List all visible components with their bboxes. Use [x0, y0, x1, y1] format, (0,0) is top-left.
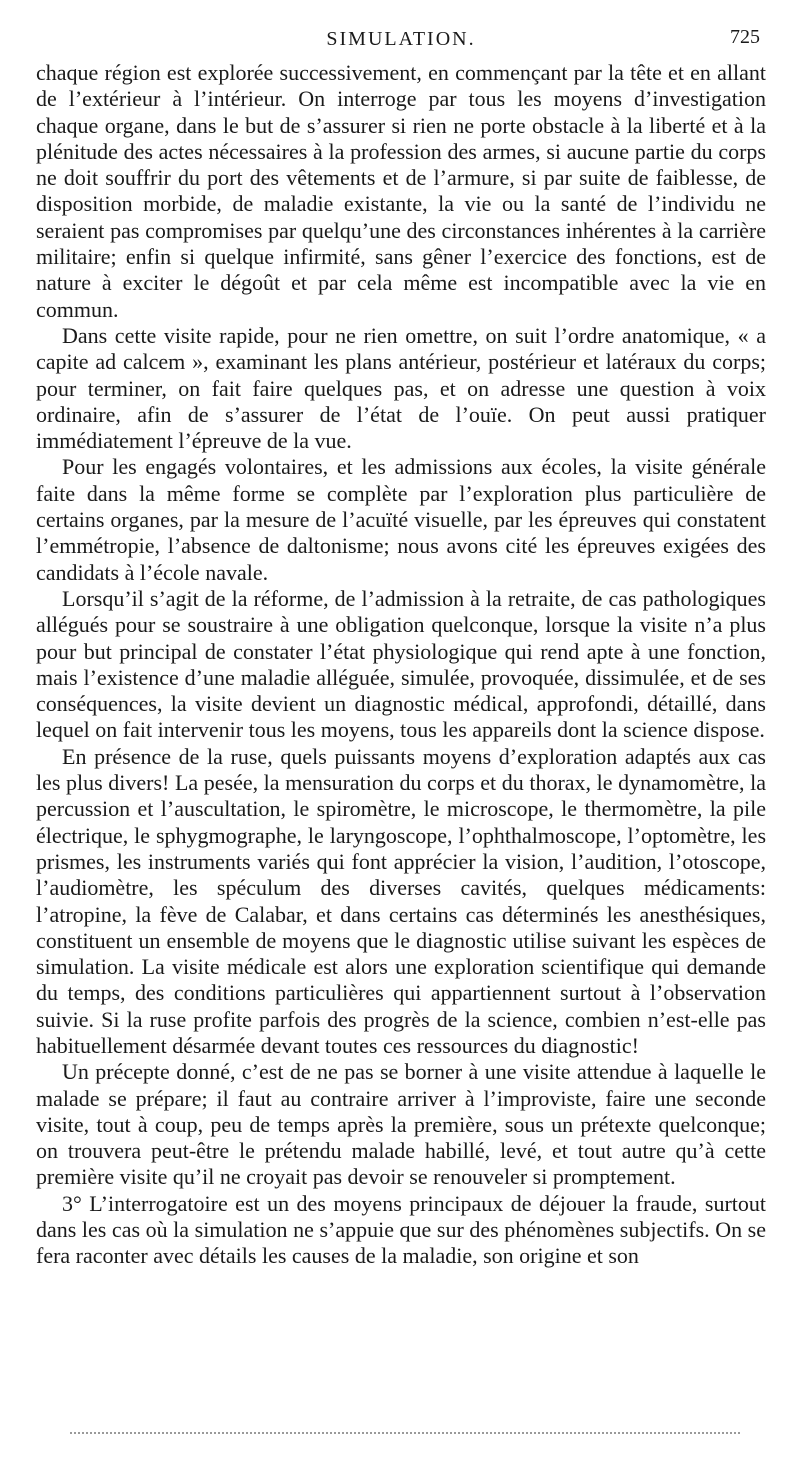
paragraph: Pour les engagés volontaires, et les admissions aux écoles, la visite générale faite dans la même forme se complète par l’exploration plus particulière de certains organes, par la mesure de l’acuïté visuelle, par les épreuves qui constatent l’emmétropie, l’absence de daltonisme; nous avons cité les épreuves exigées des candidats à l’école navale.	[36, 454, 766, 585]
paragraph: Lorsqu’il s’agit de la réforme, de l’admission à la retraite, de cas pathologiques allégués pour se soustraire à une obligation quelconque, lorsque la visite n’a plus pour but principal de constater l’état physiologique qui rend apte à une fonction, mais l’existence d’une maladie alléguée, simulée, provoquée, dissimulée, et de ses conséquences, la visite devient un diagnostic médical, approfondi, détaillé, dans lequel on fait intervenir tous les moyens, tous les appareils dont la science dispose.	[36, 585, 766, 743]
paragraph: Un précepte donné, c’est de ne pas se borner à une visite attendue à laquelle le malade se prépare; il faut au contraire arriver à l’improviste, faire une seconde visite, tout à coup, peu de temps après la première, sous un prétexte quelconque; on trouvera peut-être le prétendu malade habillé, levé, et tout autre qu’à cette première visite qu’il ne croyait pas devoir se renouveler si promptement.	[36, 1059, 766, 1190]
paragraph: En présence de la ruse, quels puissants moyens d’exploration adaptés aux cas les plus divers! La pesée, la mensuration du corps et du thorax, le dynamomètre, la percussion et l’auscultation, le spiromètre, le microscope, le thermomètre, la pile électrique, le sphygmographe, le laryngoscope, l’ophthalmoscope, l’optomètre, les prismes, les instruments variés qui font apprécier la vision, l’audition, l’otoscope, l’audiomètre, les spéculum des diverses cavités, quelques médicaments: l’atropine, la fève de Calabar, et dans certains cas déterminés les anesthésiques, constituent un ensemble de moyens que le diagnostic utilise suivant les espèces de simulation. La visite médicale est alors une exploration scientifique qui demande du temps, des conditions particulières qui appartiennent surtout à l’observation suivie. Si la ruse profite parfois des progrès de la science, combien n’est-elle pas habituellement désarmée devant toutes ces ressources du diagnostic!	[36, 743, 766, 1058]
body-text	[36, 60, 766, 1270]
running-head	[36, 24, 766, 60]
paragraph: Dans cette visite rapide, pour ne rien omettre, on suit l’ordre anatomique, « a capite ad calcem », examinant les plans antérieur, postérieur et latéraux du corps; pour terminer, on fait faire quelques pas, et on adresse une question à voix ordinaire, afin de s’assurer de l’état de l’ouïe. On peut aussi pratiquer immédiatement l’épreuve de la vue.	[36, 322, 766, 454]
book-page	[36, 24, 766, 1270]
page-number: 725	[730, 26, 760, 48]
paragraph: chaque région est explorée successivement, en commençant par la tête et en allant de l’extérieur à l’intérieur. On interroge par tous les moyens d’investigation chaque organe, dans le but de s’assurer si rien ne porte obstacle à la liberté et à la plénitude des actes nécessaires à la profession des armes, si aucune partie du corps ne doit souffrir du port des vêtements et de l’armure, si par suite de faiblesse, de disposition morbide, de maladie existante, la vie ou la santé de l’individu ne seraient pas compromises par quelqu’une des circonstances inhérentes à la carrière militaire; enfin si quelque infirmité, sans gêner l’exercice des fonctions, est de nature à exciter le dégoût et par cela même est incompatible avec la vie en commun.	[36, 60, 766, 322]
running-title: SIMULATION.	[326, 28, 476, 50]
footer-rule	[70, 1432, 740, 1434]
paragraph: 3° L’interrogatoire est un des moyens principaux de déjouer la fraude, surtout dans les cas où la simulation ne s’appuie que sur des phénomènes subjectifs. On se fera raconter avec détails les causes de la maladie, son origine et son	[36, 1190, 766, 1269]
